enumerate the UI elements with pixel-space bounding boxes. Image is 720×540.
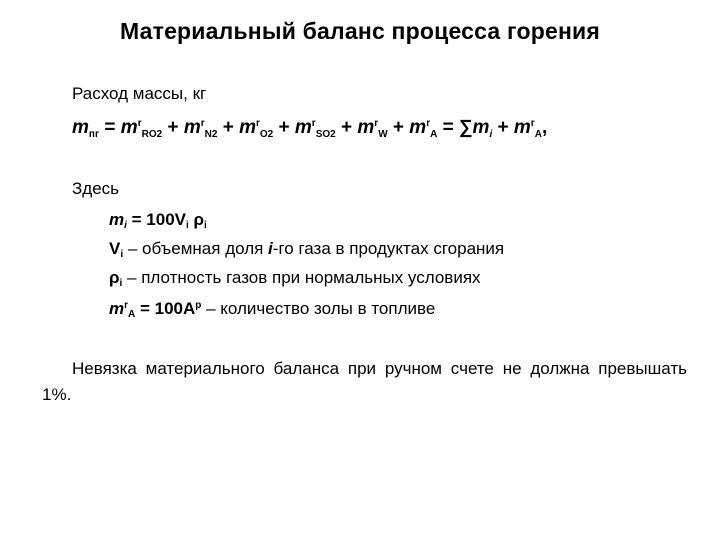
definition-rho <box>109 268 481 288</box>
formula-plus: + <box>162 117 184 138</box>
formula-sub: SO2 <box>315 129 336 140</box>
formula-plus: + <box>335 117 358 138</box>
def-sub: i <box>204 220 207 231</box>
formula-plus: + <box>492 117 514 138</box>
def-rho: ρ <box>109 268 120 287</box>
def-i: i <box>268 239 273 258</box>
formula-m: m <box>357 117 375 138</box>
def-text: – объемная доля <box>123 239 269 258</box>
formula-sup: r <box>200 118 205 129</box>
def-m: m <box>109 210 125 229</box>
slide-title: Материальный баланс процесса горения <box>119 18 601 44</box>
formula-tail: , <box>541 117 548 138</box>
formula-sup: r <box>137 118 142 129</box>
mass-balance-formula <box>72 117 547 139</box>
formula-sub: N2 <box>204 129 218 140</box>
here-label: Здесь <box>72 179 119 198</box>
balance-tolerance-note: Невязка материального баланса при ручном счете не должна превышать 1%. <box>42 359 687 404</box>
def-v: V <box>109 239 121 258</box>
formula-sup: r <box>530 118 535 129</box>
formula-sup: r <box>426 118 431 129</box>
formula-m: m <box>472 117 490 138</box>
def-sup: р <box>195 300 202 311</box>
formula-m: m <box>72 117 89 138</box>
formula-sum-sign: ∑ <box>459 117 473 138</box>
def-sub: i <box>119 278 123 289</box>
definition-ash <box>109 299 435 319</box>
formula-m: m <box>513 117 531 138</box>
formula-sub: W <box>378 129 388 140</box>
def-eq: = 100V <box>126 210 186 229</box>
definition-mi <box>109 210 207 230</box>
def-sub: i <box>185 220 189 231</box>
formula-sub: i <box>489 129 493 140</box>
formula-m: m <box>409 117 427 138</box>
formula-m: m <box>239 117 256 138</box>
formula-eq: = <box>437 117 459 138</box>
def-rho: ρ <box>188 210 205 229</box>
formula-sup: r <box>311 118 316 129</box>
formula-plus: + <box>387 117 410 138</box>
formula-eq: = <box>99 117 121 138</box>
def-sub: A <box>128 309 136 320</box>
formula-sub: O2 <box>259 129 274 140</box>
formula-plus: + <box>273 117 295 138</box>
formula-m: m <box>294 117 312 138</box>
formula-m: m <box>183 117 201 138</box>
def-eq: = 100A <box>135 299 196 318</box>
formula-sup: r <box>255 118 260 129</box>
def-text: – количество золы в топливе <box>201 299 436 318</box>
def-sub: i <box>120 249 124 260</box>
formula-sub: A <box>430 129 438 140</box>
def-text: – плотность газов при нормальных условиях <box>122 268 481 287</box>
def-text: -го газа в продуктах сгорания <box>272 239 505 258</box>
definition-vi <box>109 239 504 259</box>
formula-sub: A <box>534 129 542 140</box>
mass-label: Расход массы, кг <box>72 84 207 103</box>
formula-m: m <box>120 117 138 138</box>
formula-sup: r <box>374 118 379 129</box>
formula-plus: + <box>217 117 240 138</box>
formula-sub: RO2 <box>141 129 163 140</box>
def-sup: r <box>124 300 129 311</box>
def-m: m <box>109 299 125 318</box>
formula-sub: пг <box>88 129 100 140</box>
def-sub: i <box>124 220 127 231</box>
